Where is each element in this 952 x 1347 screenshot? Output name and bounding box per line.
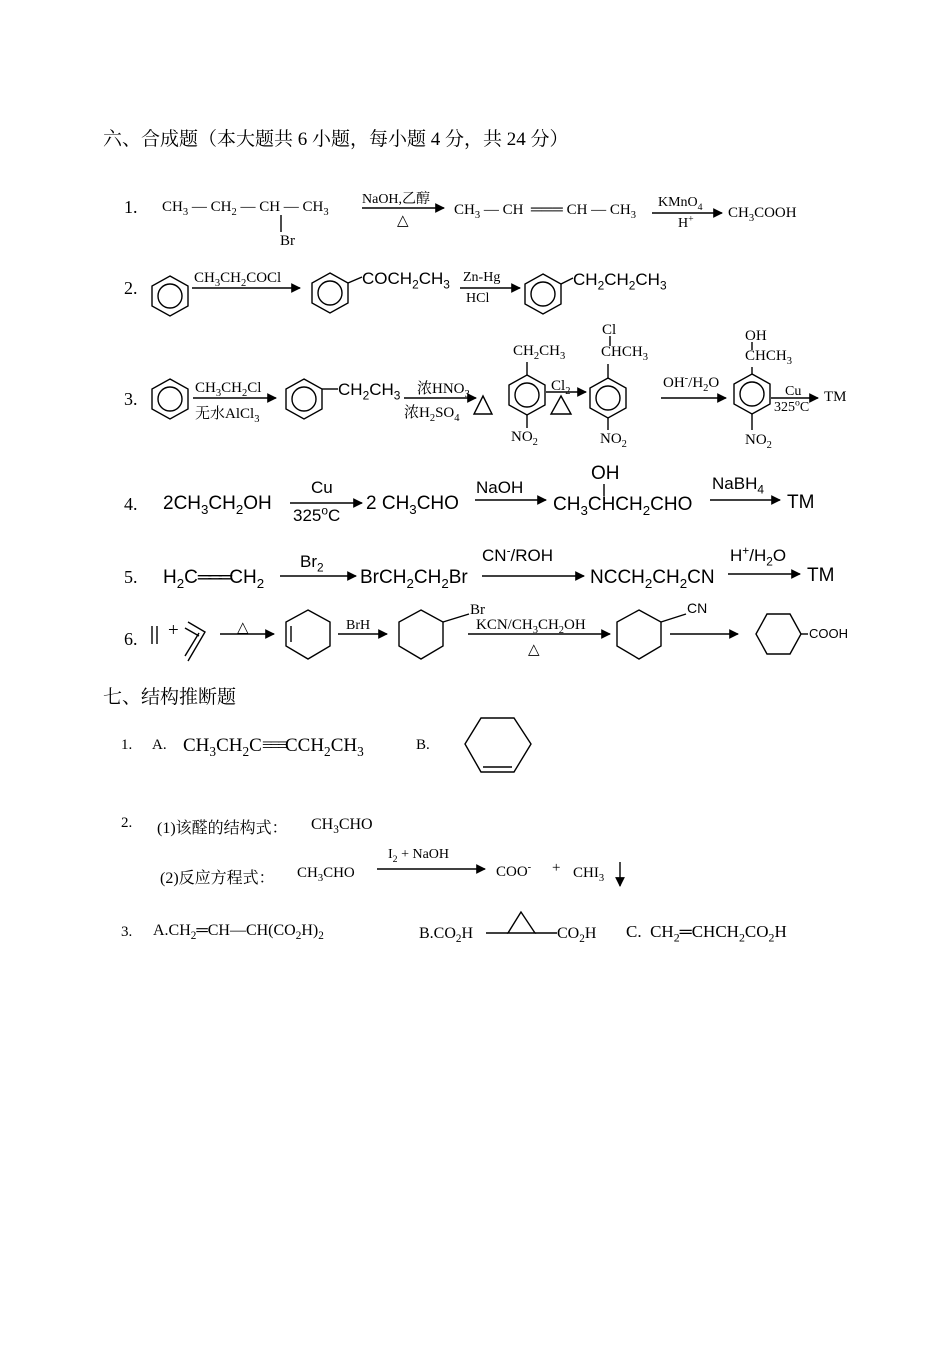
q3-reagent-1: $CH_3CH_2Cl$ — [195, 380, 262, 399]
s7-q2-reactant: $CH_3CHO$ — [297, 865, 355, 884]
q2-reagent-1: $CH_3CH_2COCl$ — [194, 270, 282, 289]
q3-sub2-bottom: $NO_2$ — [511, 429, 538, 448]
q6-cyclohexanecarboxylic-acid — [756, 614, 808, 654]
q4-reagent-2: NaOH — [476, 478, 524, 497]
s7-q3-a: $A.CH_2═CH—CH(CO_2H)_2$ — [153, 922, 324, 943]
q2-reagent-2: Zn-Hg — [463, 270, 501, 285]
q5-product-2: $NCCH_2CH_2CN$ — [590, 567, 715, 591]
q6-reagent-3b: △ — [528, 642, 540, 658]
q5-reagent-1: $Br_2$ — [300, 552, 324, 575]
q5-product-1: $BrCH_2CH_2Br$ — [360, 567, 468, 591]
q6-number: 6. — [124, 629, 138, 649]
q3-sub2-top: $CH_2CH_3$ — [513, 343, 566, 362]
s7-q3-b-cyclopropane — [486, 912, 557, 933]
q5-reactant: $H_2C═══CH_2$ — [163, 567, 265, 591]
s7-q2-line2-label: (2)反应方程式： — [160, 870, 275, 887]
q2-reagent-2b: HCl — [466, 291, 490, 306]
section-6-title: 六、合成题（本大题共 6 小题，每小题 4 分，共 24 分） — [103, 129, 569, 150]
q3-benzene-2 — [286, 379, 338, 419]
s7-q2-number: 2. — [121, 815, 133, 831]
q1-condition-2: KMnO$_4$ — [658, 195, 703, 213]
q2-intermediate-substituent: $COCH_2CH_3$ — [362, 269, 450, 292]
q5-reagent-2: CN-/ROH — [482, 543, 554, 565]
q5-product: TM — [807, 565, 835, 586]
q6-butadiene — [185, 622, 205, 661]
s7-q2-reagent: $I_2$ + NaOH — [388, 847, 450, 865]
q3-product: TM — [824, 389, 847, 405]
q2-number: 2. — [124, 278, 138, 298]
q6-bromocyclohexane — [399, 610, 469, 659]
q3-benzene-1 — [152, 379, 188, 419]
s7-q3-b-left: $B.CO_2H$ — [419, 925, 474, 946]
q2-benzene-2 — [312, 273, 362, 313]
q3-sub1-ethyl: $CH_2CH_3$ — [338, 380, 401, 403]
q2-product-substituent: $CH_2CH_2CH_3$ — [573, 270, 667, 293]
s7-q2-product-1: COO- — [496, 862, 532, 880]
s7-q1-number: 1. — [121, 737, 133, 753]
s7-q1-b-cyclohexene — [465, 718, 531, 772]
q3-sub4-top: $CHCH_3$ — [745, 348, 792, 367]
q3-reagent-5: Cu — [785, 384, 802, 399]
q3-sub4-bottom: $NO_2$ — [745, 432, 772, 451]
q6-reagent-2: BrH — [346, 618, 371, 633]
q6-cyclohexene — [286, 610, 330, 659]
q6-reagent-1: △ — [237, 620, 249, 636]
q4-reactant: $2CH_3CH_2OH$ — [163, 493, 272, 517]
q3-reagent-1b: 无水AlCl$_3$ — [195, 406, 260, 425]
q2-benzene-3 — [525, 274, 573, 314]
q4-reagent-1: Cu — [311, 478, 333, 497]
q1-product-2: $CH_3COOH$ — [728, 205, 797, 224]
q6-reagent-3: KCN/$CH_3CH_2OH$ — [476, 617, 586, 636]
s7-q1-a-label: A. — [152, 737, 167, 753]
s7-q3-b-right: $CO_2H$ — [557, 925, 597, 946]
q4-product-2: $CH_3CHCH_2CHO$ — [553, 494, 693, 518]
q1-br-substituent: Br — [280, 233, 295, 249]
q6-sub-br: Br — [470, 602, 485, 618]
s7-q3-number: 3. — [121, 924, 133, 940]
q3-reagent-3: $Cl_2$ — [551, 378, 571, 397]
s7-q1-b-label: B. — [416, 737, 430, 753]
s7-q2-line1-label: (1)该醛的结构式： — [157, 820, 288, 837]
q4-reagent-3: NaBH$_4$ — [712, 474, 764, 497]
q4-product: TM — [787, 492, 815, 513]
q1-heat-symbol: △ — [397, 213, 409, 229]
q3-reagent-2b: 浓$H_2SO_4$ — [404, 405, 460, 424]
s7-q3-c: C. $CH_2═CHCH_2CO_2H$ — [626, 922, 787, 945]
s7-q2-line1-formula: $CH_3CHO$ — [311, 816, 373, 837]
q4-reagent-1b: 325$^o$C — [293, 503, 341, 525]
section-7-title: 七、结构推断题 — [103, 687, 237, 708]
q3-sub3-bottom: $NO_2$ — [600, 431, 627, 450]
q3-reagent-5b: 325$^o$C — [774, 397, 810, 415]
q1-product-1: $CH_3$ — CH ═══ CH — $CH_3$ — [454, 202, 636, 221]
q3-reagent-2: 浓$HNO_3$ — [417, 381, 470, 400]
q6-sub-cn: CN — [687, 600, 708, 616]
q1-condition-2b: H+ — [678, 213, 694, 231]
s7-q2-product-2: $CHI_3$ — [573, 865, 605, 884]
s7-q1-a-formula: $CH_3CH_2C\equiv\equiv\equiv CCH_2CH_3$ — [183, 735, 364, 759]
q3-sub3-top: $CHCH_3$ — [601, 344, 648, 363]
q2-benzene-1 — [152, 276, 188, 316]
q6-plus: + — [168, 620, 179, 641]
q3-benzene-5 — [734, 367, 770, 430]
q3-sub4-oh: OH — [745, 328, 767, 344]
q4-product-1: 2 $CH_3CHO$ — [366, 493, 459, 517]
q3-reagent-4: $OH^-/H_2O$ — [663, 373, 720, 394]
q3-number: 3. — [124, 389, 138, 409]
q1-reactant: $CH_3$ — $CH_2$ — CH — $CH_3$ — [162, 199, 329, 218]
q1-number: 1. — [124, 197, 138, 217]
q4-product-2-oh: OH — [591, 463, 620, 484]
q3-sub3-cl: Cl — [602, 322, 617, 338]
q3-benzene-3 — [509, 362, 545, 428]
q1-condition-1: NaOH,乙醇 — [362, 192, 431, 207]
q3-heat-triangle-2 — [551, 396, 571, 414]
q5-number: 5. — [124, 567, 138, 587]
q4-number: 4. — [124, 494, 138, 514]
q3-heat-triangle-1 — [474, 396, 492, 414]
s7-q2-plus: + — [552, 860, 561, 876]
q3-benzene-4 — [590, 364, 626, 430]
q6-sub-cooh: COOH — [809, 626, 848, 641]
q5-reagent-3: $H^+/H_2O$ — [730, 543, 787, 569]
